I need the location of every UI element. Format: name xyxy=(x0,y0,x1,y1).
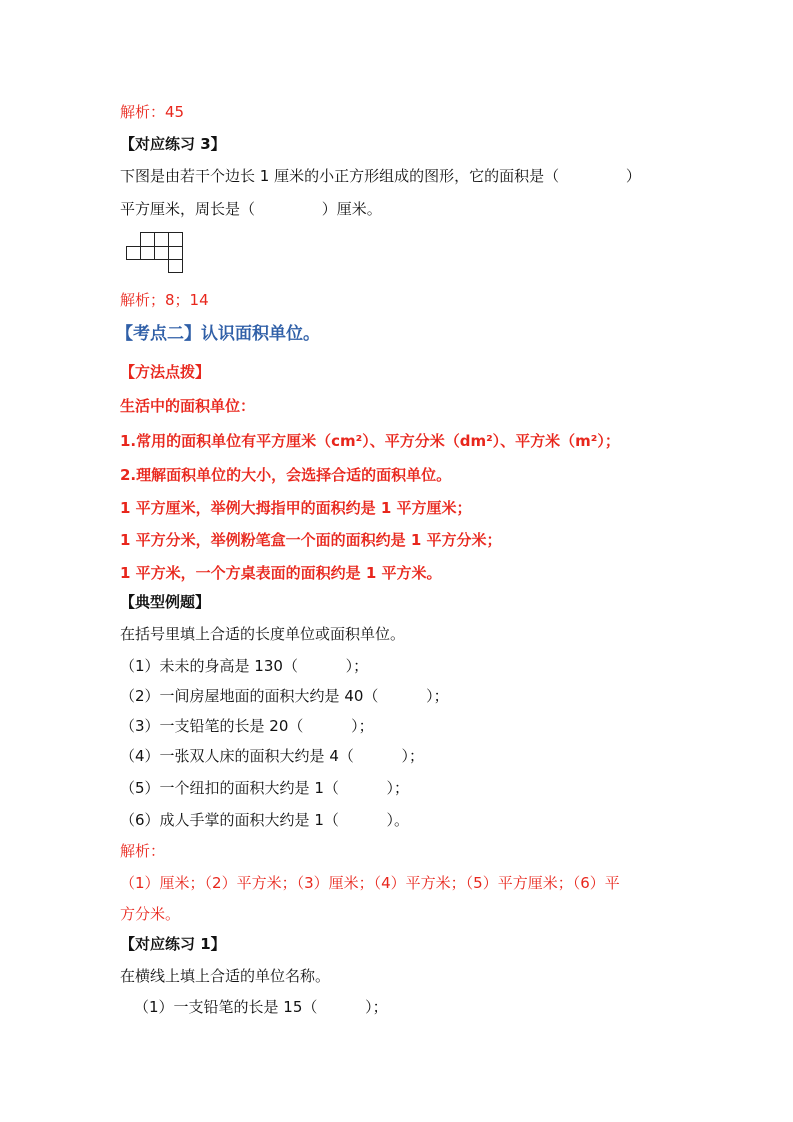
life-units-heading: 生活中的面积单位： xyxy=(120,397,256,415)
practice-3-heading: 【对应练习 3】 xyxy=(120,135,226,153)
example-item-6: （6）成人手掌的面积大约是 1（ ）。 xyxy=(120,811,410,829)
method-point-3: 1 平方厘米，举例大拇指甲的面积约是 1 平方厘米； xyxy=(120,499,472,517)
method-point-1: 1.常用的面积单位有平方厘米（cm²）、平方分米（dm²）、平方米（m²）； xyxy=(120,432,620,450)
method-point-2: 2.理解面积单位的大小，会选择合适的面积单位。 xyxy=(120,466,452,484)
example-item-3: （3）一支铅笔的长是 20（ ）； xyxy=(120,717,374,735)
example-item-4: （4）一张双人床的面积大约是 4（ ）； xyxy=(120,747,425,765)
question-3-line2: 平方厘米，周长是（ ）厘米。 xyxy=(120,200,382,218)
example-heading: 【典型例题】 xyxy=(120,593,211,611)
method-heading: 【方法点拨】 xyxy=(120,363,211,381)
example-item-2: （2）一间房屋地面的面积大约是 40（ ）； xyxy=(120,687,449,705)
practice-1-heading: 【对应练习 1】 xyxy=(120,935,226,953)
method-point-5: 1 平方米，一个方桌表面的面积约是 1 平方米。 xyxy=(120,564,442,582)
topic-2-heading: 【考点二】认识面积单位。 xyxy=(116,324,320,344)
question-3-line1: 下图是由若干个边长 1 厘米的小正方形组成的图形，它的面积是（ ） xyxy=(120,167,641,185)
square-grid-figure xyxy=(125,232,185,274)
answer-8-14: 解析；8；14 xyxy=(120,291,209,309)
answer-label: 解析： xyxy=(120,842,166,860)
answer-line-1: （1）厘米；（2）平方米；（3）厘米；（4）平方米；（5）平方厘米；（6）平 xyxy=(120,874,620,892)
practice-1-question: 在横线上填上合适的单位名称。 xyxy=(120,967,331,985)
example-item-5: （5）一个纽扣的面积大约是 1（ ）； xyxy=(120,779,410,797)
method-point-4: 1 平方分米，举例粉笔盒一个面的面积约是 1 平方分米； xyxy=(120,531,502,549)
example-question: 在括号里填上合适的长度单位或面积单位。 xyxy=(120,625,406,643)
answer-line-2: 方分米。 xyxy=(120,905,181,923)
example-item-1: （1）未未的身高是 130（ ）； xyxy=(120,657,369,675)
answer-45: 解析：45 xyxy=(120,103,185,121)
practice-1-item-1: （1）一支铅笔的长是 15（ ）； xyxy=(134,998,388,1016)
